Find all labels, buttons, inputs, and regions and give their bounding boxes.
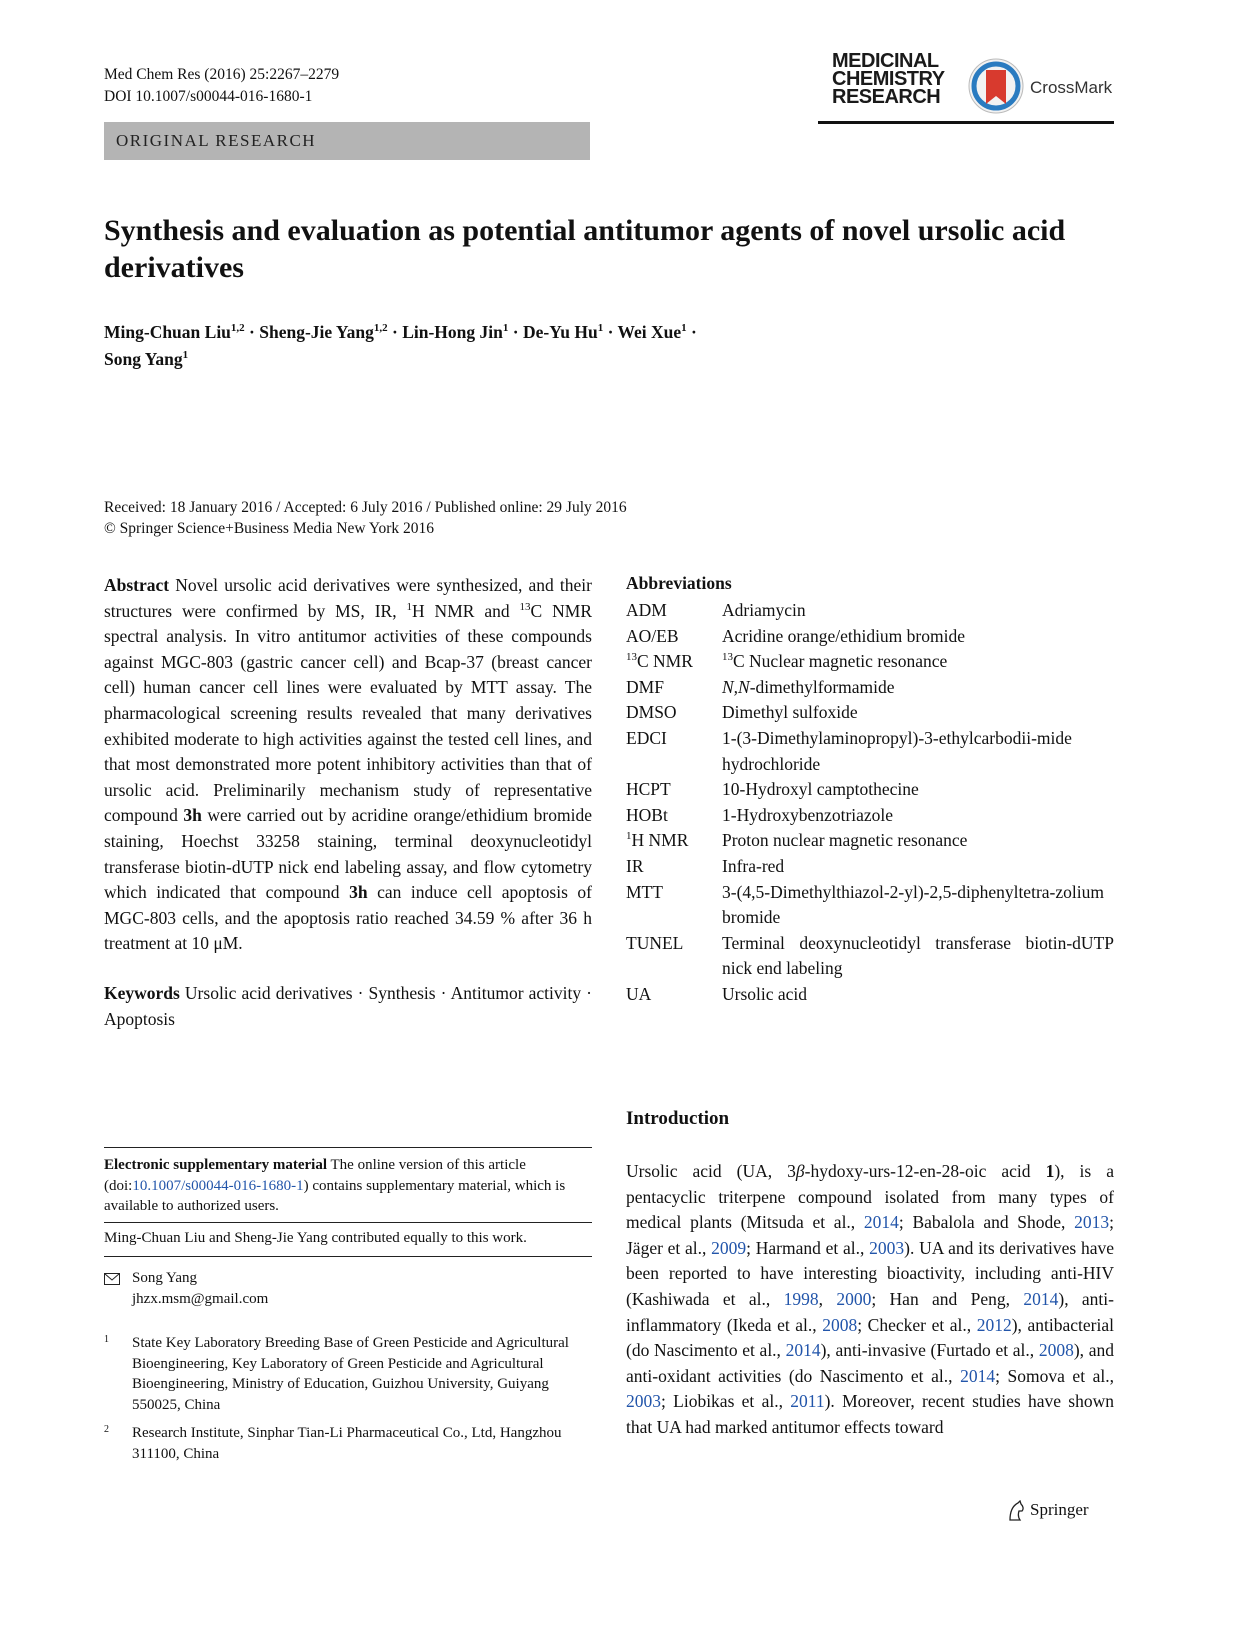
logo-line-3: RESEARCH: [832, 86, 941, 108]
journal-citation-block: [104, 64, 339, 108]
abbreviation-row: IR Infra-red: [626, 855, 785, 876]
supplementary-note: Electronic supplementary material The online version of this article (doi:10.1007/s00044-016-1680-1) contains supplementary material, which is available to authorized users.: [104, 1157, 566, 1214]
abstract: Abstract Novel ursolic acid derivatives were synthesized, and their structures were confirmed by MS, IR, $^1$H NMR and $^{13}$C NMR spectral analysis. In vitro antitumor activities of these compounds against MGC-803 (gastric cancer cell) and Bcap-37 (breast cancer cell) human cancer cell lines were evaluated by MTT assay. The pharmacological screening results revealed that many derivatives exhibited moderate to high activities against the tested cell lines, and that most demonstrated more potent inhibitory activities than that of ursolic acid. Preliminarily mechanism study of representative compound 3h were carried out by acridine orange/ethidium bromide staining, Hoechst 33258 staining, terminal deoxynucleotidyl transferase biotin-dUTP nick end labeling assay, and flow cytometry which indicated that compound 3h can induce cell apoptosis of MGC-803 cells, and the apoptosis ratio reached 34.59 % after 36 h treatment at 10 μM.: [104, 575, 592, 954]
doi-link[interactable]: 10.1007/s00044-016-1680-1: [132, 1177, 304, 1194]
section-banner: [104, 122, 590, 160]
keywords-label: Keywords: [104, 982, 180, 1003]
author[interactable]: Song Yang$^1$: [104, 349, 189, 369]
introduction-text: Ursolic acid (UA, 3β-hydoxy-urs-12-en-28-oic acid 1), is a pentacyclic triterpene compound isolated from many types of medical plants (Mitsuda et al., 2014; Babalola and Shode, 2013; Jäger et al., 2009; Harmand et al., 2003). UA and its derivatives have been reported to have interesting bioactivity, including anti-HIV (Kashiwada et al., 1998, 2000; Han and Peng, 2014), anti-inflammatory (Ikeda et al., 2008; Checker et al., 2012), antibacterial (do Nascimento et al., 2014), anti-invasive (Furtado et al., 2008), and anti-oxidant activities (do Nascimento et al., 2014; Somova et al., 2003; Liobikas et al., 2011). Moreover, recent studies have shown that UA had marked antitumor effects toward: [626, 1161, 1115, 1437]
section-label: ORIGINAL RESEARCH: [116, 131, 317, 150]
abbreviation-row: TUNEL Terminal deoxynucleotidyl transferase biotin-dUTP nick end labeling: [626, 932, 1114, 979]
article-doi: DOI 10.1007/s00044-016-1680-1: [104, 88, 313, 105]
affiliation-2: 2 Research Institute, Sinphar Tian-Li Pharmaceutical Co., Ltd, Hangzhou 311100, China: [104, 1424, 562, 1462]
contribution-note: Ming-Chuan Liu and Sheng-Jie Yang contributed equally to this work.: [104, 1230, 527, 1246]
publisher-label: Springer: [1030, 1500, 1089, 1519]
abbreviation-row: MTT 3-(4,5-Dimethylthiazol-2-yl)-2,5-diphenyltetra-zolium bromide: [626, 881, 1104, 928]
abbreviation-row: HOBt 1-Hydroxybenzotriazole: [626, 804, 894, 825]
author[interactable]: Sheng-Jie Yang$^{1,2}$: [259, 322, 388, 342]
abstract-label: Abstract: [104, 575, 170, 595]
abbreviations-heading: Abbreviations: [626, 573, 732, 593]
citation-link[interactable]: 2014: [785, 1340, 821, 1361]
citation-link[interactable]: 2009: [711, 1237, 747, 1258]
abbreviation-row: EDCI 1-(3-Dimethylaminopropyl)-3-ethylcarbodii-mide hydrochloride: [626, 727, 1072, 774]
envelope-icon: [104, 1273, 120, 1285]
abbreviation-row: UA Ursolic acid: [626, 983, 808, 1004]
contact-email[interactable]: jhzx.msm@gmail.com: [132, 1290, 269, 1307]
crossmark-icon[interactable]: [968, 58, 1024, 114]
journal-logo: [832, 52, 945, 106]
journal-citation: Med Chem Res (2016) 25:2267–2279: [104, 66, 340, 83]
citation-link[interactable]: 2003: [626, 1391, 661, 1412]
keywords: Keywords Ursolic acid derivatives · Synthesis · Antitumor activity · Apoptosis: [104, 982, 593, 1029]
citation-link[interactable]: 2014: [960, 1365, 996, 1386]
abbreviations-list: [626, 598, 1114, 1008]
abstract-column: [104, 573, 592, 1032]
citation-link[interactable]: 2012: [976, 1314, 1012, 1335]
author[interactable]: Lin-Hong Jin$^1$: [402, 322, 509, 342]
citation-link[interactable]: 2014: [863, 1212, 899, 1233]
citation-link[interactable]: 2008: [822, 1314, 858, 1335]
logo-line-2: CHEMISTRY: [832, 68, 945, 90]
author[interactable]: Wei Xue$^1$: [617, 322, 687, 342]
introduction-heading: Introduction: [626, 1108, 730, 1129]
header-rule: [818, 121, 1114, 124]
footnote-rule: [104, 1256, 592, 1257]
abbreviation-row: DMF N,N-dimethylformamide: [626, 676, 895, 697]
author-list: Ming-Chuan Liu$^{1,2}$ · Sheng-Jie Yang$^{1,2}$ · Lin-Hong Jin$^1$ · De-Yu $Hu^1$ · Wei Xue$^1$ · Song Yang$^1$: [104, 322, 697, 369]
corresponding-author: [104, 1268, 268, 1309]
citation-link[interactable]: 2013: [1074, 1212, 1110, 1233]
citation-link[interactable]: 2008: [1038, 1340, 1074, 1361]
publication-dates-block: [104, 497, 627, 539]
abbreviation-row: $^{13}$C NMR $^{13}$C Nuclear magnetic resonance: [626, 651, 948, 672]
publication-dates: Received: 18 January 2016 / Accepted: 6 July 2016 / Published online: 29 July 2016: [104, 499, 627, 516]
citation-link[interactable]: 2000: [836, 1288, 872, 1309]
contact-name: Song Yang: [132, 1270, 198, 1286]
copyright: © Springer Science+Business Media New York 2016: [104, 520, 435, 537]
footnote-rule: [104, 1222, 592, 1223]
citation-link[interactable]: 2011: [790, 1391, 825, 1412]
article-title: Synthesis and evaluation as potential antitumor agents of novel ursolic acid derivatives: [104, 214, 1066, 284]
abbreviation-row: ADM Adriamycin: [626, 600, 806, 620]
citation-link[interactable]: 2014: [1023, 1288, 1059, 1309]
author[interactable]: De-Yu Hu$^1$: [522, 322, 604, 342]
abbreviation-row: HCPT 10-Hydroxyl camptothecine: [626, 779, 919, 800]
citation-link[interactable]: 1998: [783, 1288, 819, 1309]
abbreviation-row: DMSO Dimethyl sulfoxide: [626, 702, 858, 723]
springer-horse-icon: [1006, 1500, 1026, 1522]
footnote-rule: [104, 1147, 592, 1148]
author[interactable]: Ming-Chuan Liu$^{1,2}$: [104, 322, 245, 342]
citation-link[interactable]: 2003: [869, 1237, 905, 1258]
abbreviation-row: AO/EB Acridine orange/ethidium bromide: [626, 625, 965, 646]
affiliation-1: 1 State Key Laboratory Breeding Base of Green Pesticide and Agricultural Bioengineering, Key Laboratory of Green Pesticide and Agricultural Bioengineering, Ministry of Education, Guizhou University, Guiyang 550025, China: [104, 1334, 569, 1413]
crossmark-label[interactable]: CrossMark: [1030, 78, 1113, 97]
abbreviation-row: $^1$H NMR Proton nuclear magnetic resonance: [626, 830, 968, 851]
logo-line-1: MEDICINAL: [832, 50, 939, 72]
